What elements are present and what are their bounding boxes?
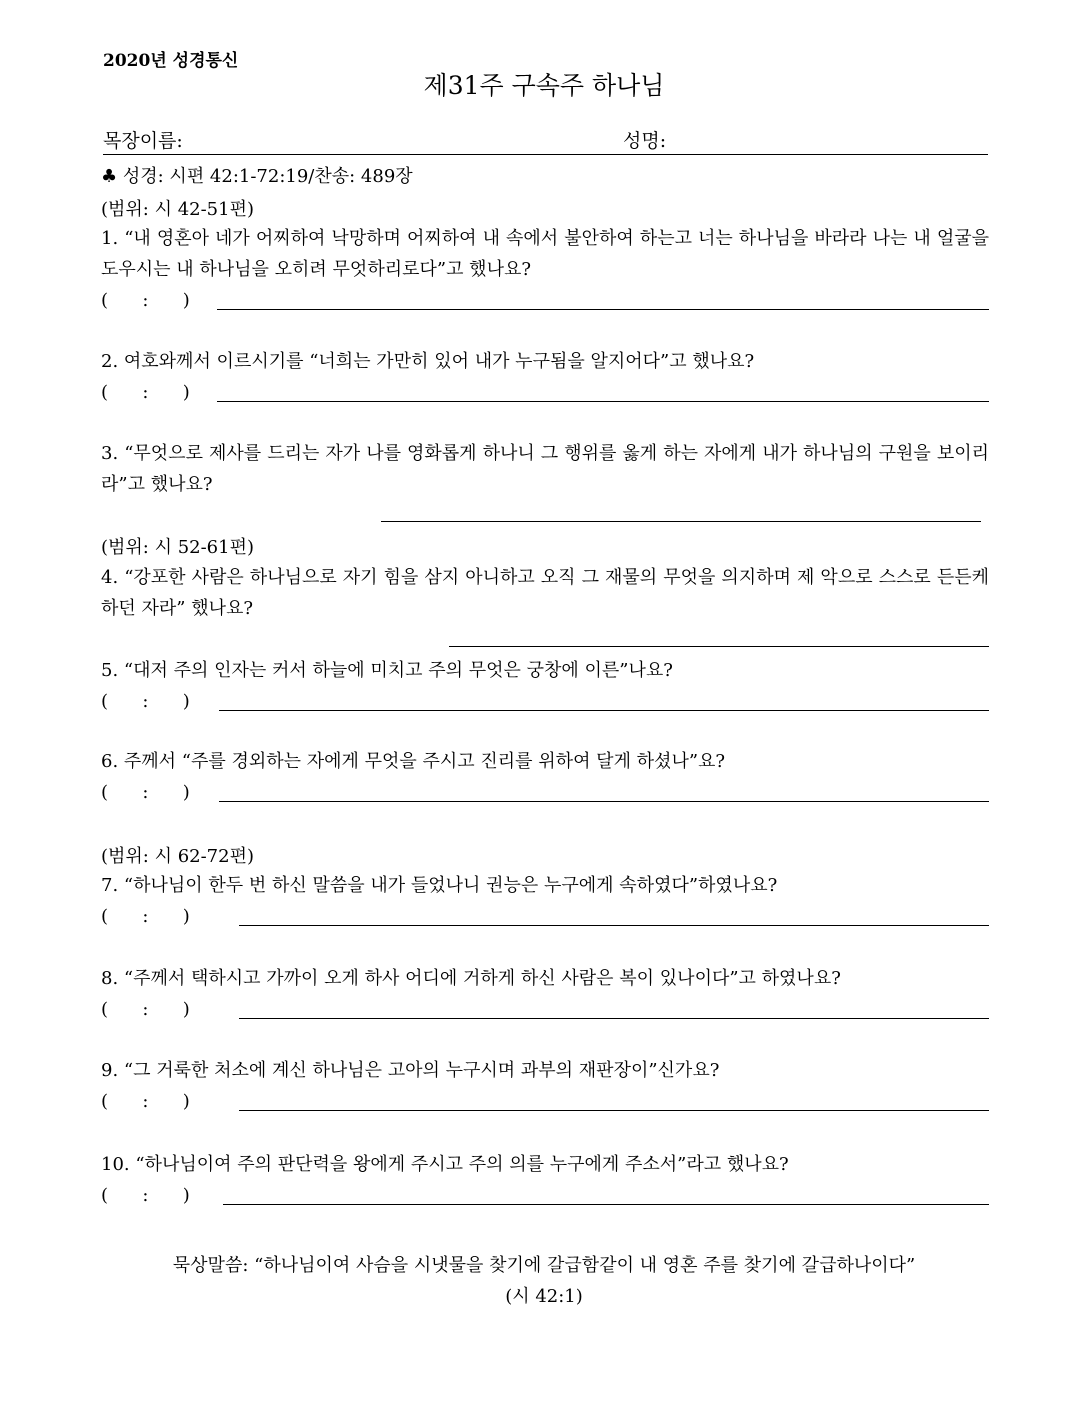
answer-line[interactable]: [239, 1018, 989, 1019]
answer-line[interactable]: [449, 646, 989, 647]
answer-row: [101, 1180, 989, 1211]
answer-row: [101, 1086, 989, 1117]
question-text: 4. “강포한 사람은 하나님으로 자기 힘을 삼지 아니하고 오직 그 재물의 무엇을 의지하며 제 악으로 스스로 든든케 하던 자라” 했나요?: [101, 567, 989, 619]
year-label: 2020년 성경통신: [103, 51, 239, 71]
question-7: [101, 870, 989, 932]
reading-text: 성경: 시편 42:1-72:19/찬송: 489장: [122, 166, 413, 187]
group-name-label: 목장이름:: [103, 130, 183, 152]
question-10: [101, 1149, 989, 1211]
page-title: 제31주 구속주 하나님: [423, 71, 665, 100]
answer-row: [101, 285, 989, 316]
answer-paren: ( : ): [101, 1185, 190, 1206]
answer-row: [101, 901, 989, 932]
answer-paren: ( : ): [101, 782, 190, 803]
answer-paren: ( : ): [101, 290, 190, 311]
name-bar: [103, 126, 988, 155]
answer-paren: ( : ): [101, 691, 190, 712]
answer-line[interactable]: [219, 801, 989, 802]
question-3: [101, 438, 989, 531]
answer-paren: ( : ): [101, 999, 190, 1020]
section-range: (범위: 시 52-61편): [101, 537, 254, 558]
answer-line[interactable]: [217, 309, 989, 310]
answer-paren: ( : ): [101, 1091, 190, 1112]
question-9: [101, 1055, 989, 1117]
answer-row: [101, 686, 989, 717]
answer-line[interactable]: [217, 401, 989, 402]
question-text: 2. 여호와께서 이르시기를 “너희는 가만히 있어 내가 누구됨을 알지어다”고 했나요?: [101, 351, 755, 372]
question-1: [101, 223, 989, 316]
answer-paren: ( : ): [101, 382, 190, 403]
person-name-label: 성명:: [623, 130, 667, 152]
reading-line: [101, 162, 413, 188]
question-6: [101, 746, 989, 808]
answer-line[interactable]: [219, 710, 989, 711]
meditation-text: 묵상말씀: “하나님이여 사슴을 시냇물을 찾기에 갈급함같이 내 영혼 주를 찾기에 갈급하나이다”: [172, 1255, 916, 1276]
question-text: 8. “주께서 택하시고 가까이 오게 하사 어디에 거하게 하신 사람은 복이 있나이다”고 하였나요?: [101, 968, 841, 989]
question-text: 3. “무엇으로 제사를 드리는 자가 나를 영화롭게 하나니 그 행위를 옳게 하는 자에게 내가 하나님의 구원을 보이리라”고 했나요?: [101, 443, 989, 495]
answer-row: [101, 994, 989, 1025]
question-text: 10. “하나님이여 주의 판단력을 왕에게 주시고 주의 의를 누구에게 주소서”라고 했나요?: [101, 1154, 789, 1175]
question-text: 7. “하나님이 한두 번 하신 말씀을 내가 들었나니 권능은 누구에게 속하였다”하였나요?: [101, 875, 778, 896]
answer-line[interactable]: [239, 1110, 989, 1111]
question-text: 6. 주께서 “주를 경외하는 자에게 무엇을 주시고 진리를 위하여 달게 하셨나”요?: [101, 751, 726, 772]
meditation-verse: [0, 1250, 1088, 1312]
answer-paren: ( : ): [101, 906, 190, 927]
answer-row: [101, 500, 989, 531]
answer-row: [101, 377, 989, 408]
answer-line[interactable]: [381, 521, 981, 522]
answer-line[interactable]: [239, 925, 989, 926]
question-text: 9. “그 거룩한 처소에 계신 하나님은 고아의 누구시며 과부의 재판장이”신가요?: [101, 1060, 720, 1081]
section-range: (범위: 시 62-72편): [101, 846, 254, 867]
question-4: [101, 562, 989, 655]
answer-row: [101, 624, 989, 655]
section-range: (범위: 시 42-51편): [101, 199, 254, 220]
club-icon: ♣: [101, 166, 118, 187]
answer-row: [101, 777, 989, 808]
question-8: [101, 963, 989, 1025]
question-5: [101, 655, 989, 717]
question-text: 5. “대저 주의 인자는 커서 하늘에 미치고 주의 무엇은 궁창에 이른”나요?: [101, 660, 673, 681]
question-2: [101, 346, 989, 408]
question-text: 1. “내 영혼아 네가 어찌하여 낙망하며 어찌하여 내 속에서 불안하여 하는고 너는 하나님을 바라라 나는 내 얼굴을 도우시는 내 하나님을 오히려 무엇하리로다”고 했나요?: [101, 228, 989, 280]
meditation-reference: (시 42:1): [505, 1286, 583, 1307]
answer-line[interactable]: [223, 1204, 989, 1205]
